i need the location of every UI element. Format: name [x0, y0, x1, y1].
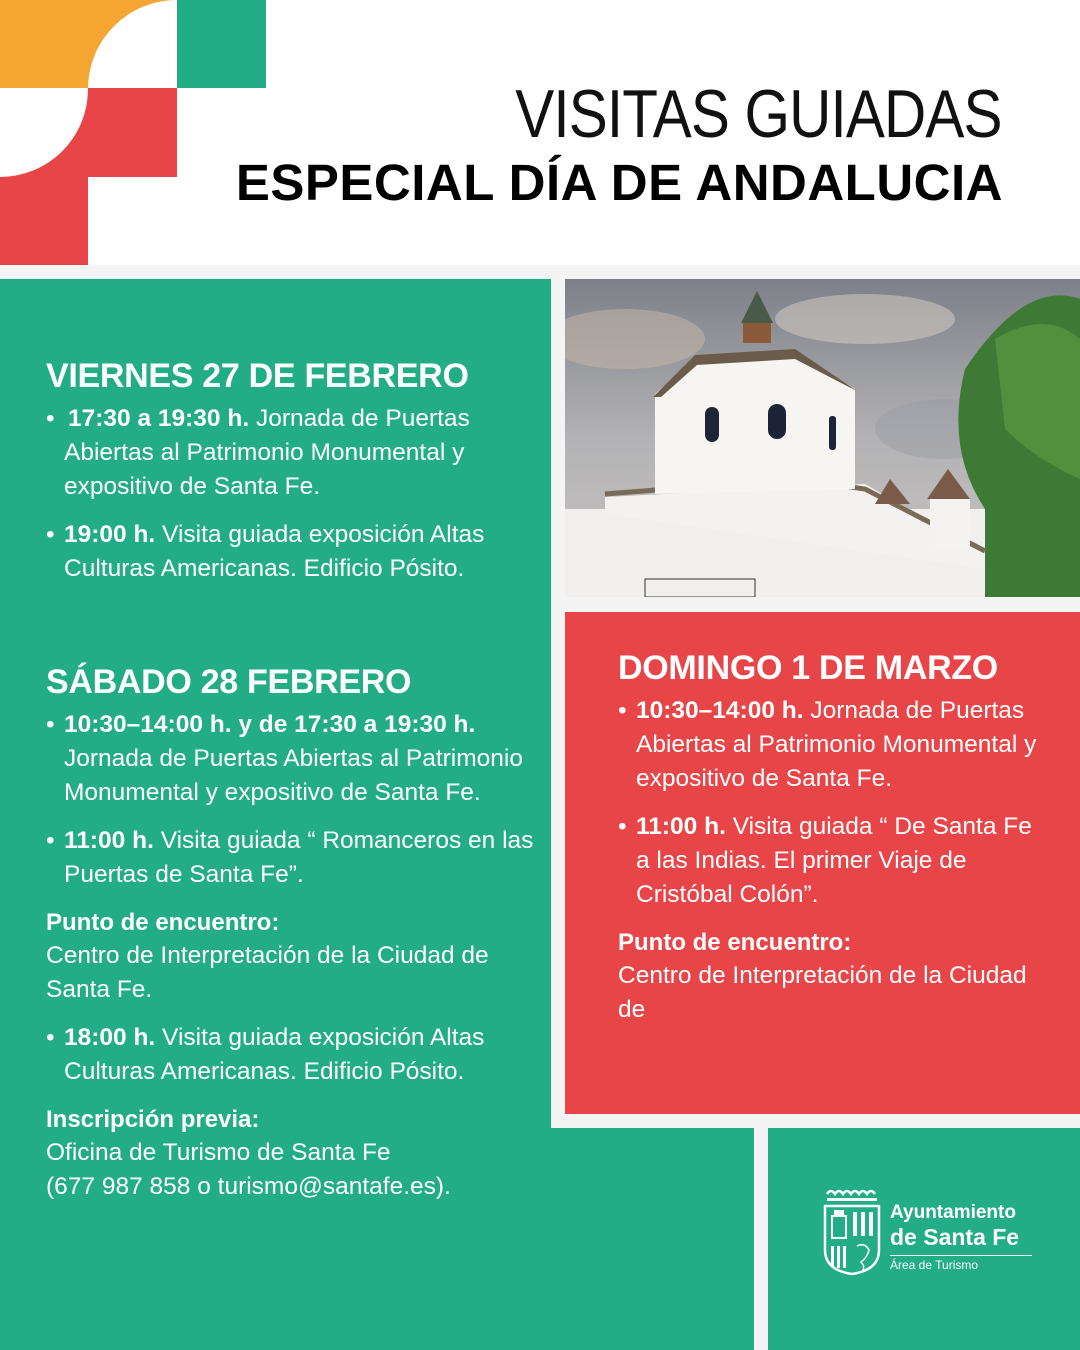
org-name [890, 1201, 1019, 1251]
friday-item-2 [46, 518, 536, 586]
org-name-line1: Ayuntamiento [890, 1202, 1016, 1223]
item-time: 17:30 a 19:30 h. [68, 405, 250, 432]
sunday-title: DOMINGO 1 DE MARZO [618, 649, 998, 687]
coat-of-arms-icon [823, 1188, 881, 1281]
friday-title: VIERNES 27 DE FEBRERO [46, 357, 469, 395]
header [0, 0, 1080, 265]
org-subtitle: Área de Turismo [890, 1258, 979, 1272]
sunday-section [618, 648, 1048, 1041]
bullet-icon: • [46, 521, 55, 548]
item-text: Visita guiada exposición Altas Culturas Americanas. Edificio Pósito. [64, 1024, 485, 1085]
bullet-icon: • [46, 1024, 55, 1051]
item-text: Jornada de Puertas Abiertas al Patrimonio Monumental y expositivo de Santa Fe. [64, 745, 523, 806]
registration-office: Oficina de Turismo de Santa Fe [46, 1139, 391, 1166]
saturday-meeting-text: Centro de Interpretación de la Ciudad de Santa Fe. [46, 942, 489, 1003]
divider [890, 1255, 1032, 1256]
saturday-item-2 [46, 824, 536, 892]
item-text: Jornada de Puertas Abiertas al Patrimonio Monumental y expositivo de Santa Fe. [636, 697, 1037, 792]
org-name-line2: de Santa Fe [890, 1224, 1020, 1250]
item-text: Jornada de Puertas Abiertas al Patrimonio Monumental y expositivo de Santa Fe. [64, 405, 470, 500]
sunday-item-1 [618, 694, 1048, 796]
item-text: Visita guiada “ Romanceros en las Puertas de Santa Fe”. [64, 827, 534, 888]
item-time: 19:00 h. [64, 521, 156, 548]
item-time: 18:00 h. [64, 1024, 156, 1051]
title-especial-dia-andalucia: ESPECIAL DÍA DE ANDALUCIA [235, 154, 1003, 211]
item-time: 10:30–14:00 h. y de 17:30 a 19:30 h. [64, 711, 476, 738]
sunday-item-2 [618, 810, 1048, 912]
saturday-title: SÁBADO 28 FEBRERO [46, 663, 412, 701]
bullet-icon: • [618, 813, 627, 840]
registration-contact[interactable]: (677 987 858 o turismo@santafe.es). [46, 1173, 451, 1200]
friday-section [46, 356, 536, 600]
brand-mark-icon [0, 0, 266, 265]
item-time: 11:00 h. [636, 813, 726, 840]
saturday-meeting-label: Punto de encuentro: [46, 909, 280, 936]
bullet-icon: • [46, 827, 55, 854]
title-visitas-guiadas: VISITAS GUIADAS [515, 76, 1002, 152]
bullet-icon: • [46, 711, 55, 738]
bullet-icon: • [46, 405, 55, 432]
sunday-meeting-text: Centro de Interpretación de la Ciudad de [618, 962, 1027, 1023]
saturday-section [46, 662, 536, 1218]
ayuntamiento-logo-panel [768, 1128, 1080, 1350]
sunday-meeting-label: Punto de encuentro: [618, 929, 852, 956]
item-time: 11:00 h. [64, 827, 154, 854]
church-photo [565, 279, 1080, 597]
friday-item-1 [46, 402, 536, 504]
saturday-item-3 [46, 1021, 536, 1089]
item-text: Visita guiada “ De Santa Fe a las Indias. El primer Viaje de Cristóbal Colón”. [636, 813, 1032, 908]
saturday-item-1 [46, 708, 536, 810]
registration-label: Inscripción previa: [46, 1106, 260, 1133]
church-image-icon [565, 279, 1080, 597]
bullet-icon: • [618, 697, 627, 724]
item-text: Visita guiada exposición Altas Culturas Americanas. Edificio Pósito. [64, 521, 485, 582]
item-time: 10:30–14:00 h. [636, 697, 804, 724]
